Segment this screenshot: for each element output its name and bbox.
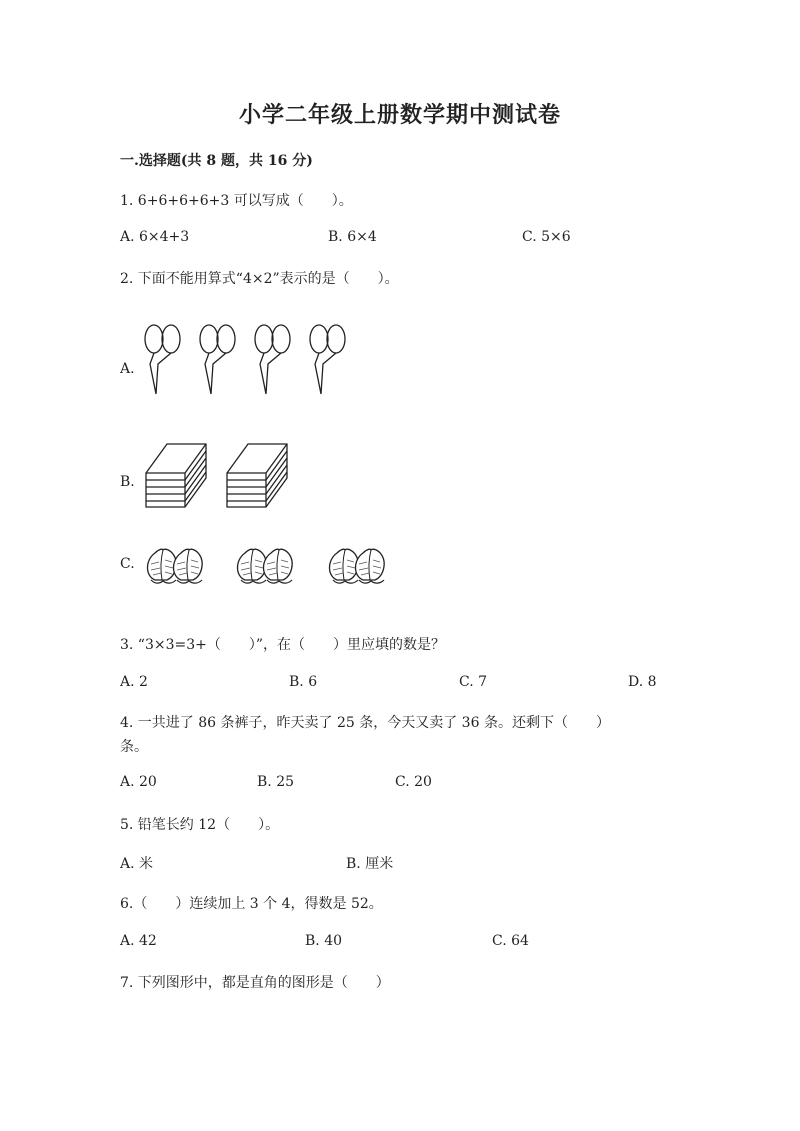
q3-option-c[interactable]: C. 7: [459, 674, 488, 690]
q6-option-b[interactable]: B. 40: [305, 933, 343, 949]
question-4-line2: 条。: [120, 739, 148, 755]
q2-option-c-label[interactable]: C.: [120, 556, 135, 572]
q6-option-c[interactable]: C. 64: [492, 933, 529, 949]
q3-option-d[interactable]: D. 8: [628, 674, 657, 690]
q4-option-a[interactable]: A. 20: [120, 774, 157, 790]
q4-option-b[interactable]: B. 25: [257, 774, 295, 790]
blocks-image: [145, 443, 290, 508]
q5-option-a[interactable]: A. 米: [120, 856, 154, 872]
q3-option-a[interactable]: A. 2: [120, 674, 148, 690]
q4-option-c[interactable]: C. 20: [395, 774, 432, 790]
balloons-image: [140, 320, 370, 400]
question-5: 5. 铅笔长约 12（ ）。: [120, 817, 280, 833]
question-7: 7. 下列图形中，都是直角的图形是（ ）: [120, 975, 390, 991]
question-3: 3. “3×3=3+（ ）”，在（ ）里应填的数是？: [120, 637, 446, 653]
question-6: 6.（ ）连续加上 3 个 4，得数是 52。: [120, 896, 383, 912]
q1-option-b[interactable]: B. 6×4: [328, 229, 377, 245]
q3-option-b[interactable]: B. 6: [289, 674, 318, 690]
q1-option-a[interactable]: A. 6×4+3: [120, 229, 190, 245]
q6-option-a[interactable]: A. 42: [120, 933, 157, 949]
question-1: 1. 6+6+6+6+3 可以写成（ ）。: [120, 193, 353, 209]
peaches-image: [145, 546, 395, 588]
page-title: 小学二年级上册数学期中测试卷: [238, 102, 561, 128]
q5-option-b[interactable]: B. 厘米: [346, 856, 394, 872]
question-4-line1: 4. 一共进了 86 条裤子，昨天卖了 25 条，今天又卖了 36 条。还剩下（ ）: [120, 715, 610, 731]
section-heading: 一.选择题(共 8 题，共 16 分): [120, 153, 313, 169]
question-2: 2. 下面不能用算式“4×2”表示的是（ ）。: [120, 271, 399, 287]
q1-option-c[interactable]: C. 5×6: [522, 229, 571, 245]
q2-option-b-label[interactable]: B.: [120, 474, 135, 490]
q2-option-a-label[interactable]: A.: [120, 361, 135, 377]
